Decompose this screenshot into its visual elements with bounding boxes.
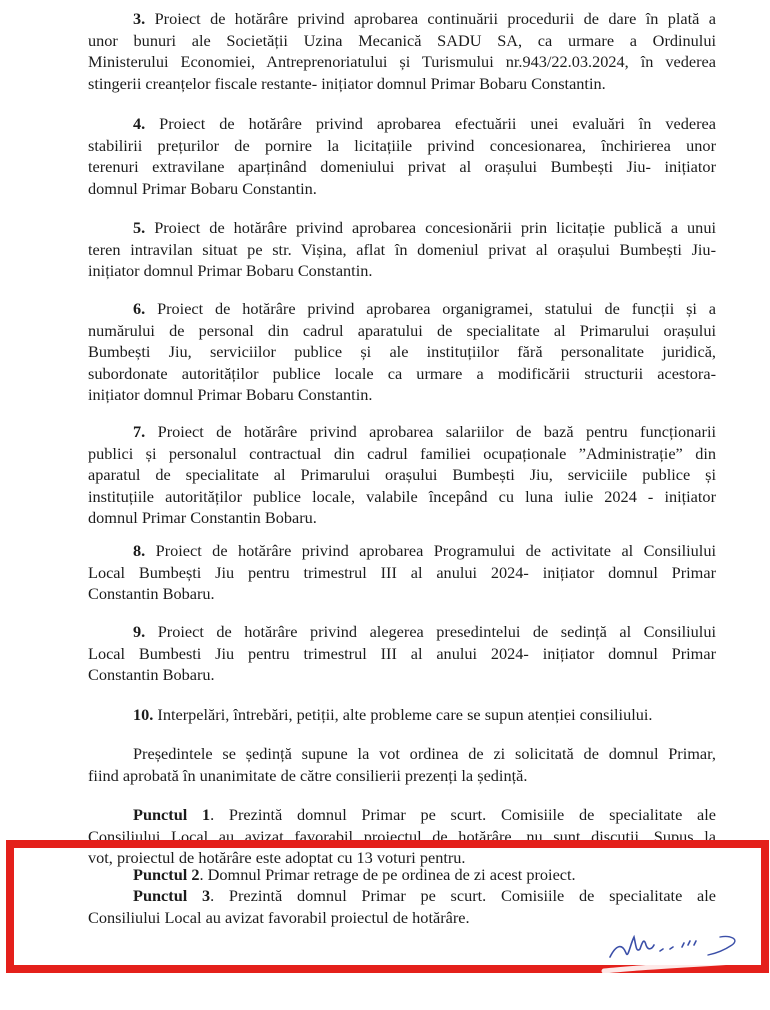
item-text-line: numărului de personal din cadrul aparatului de specialitate al Primarului orașului [88,320,716,340]
item-number: 10. [133,705,154,724]
item-text-line: Proiect de hotărâre privind aprobarea Programului de activitate al Consiliului [145,541,716,560]
item-text-line: domnul Primar Bobaru Constantin. [88,178,317,198]
agenda-item-10 [88,704,716,726]
item-number: 7. [133,422,146,441]
item-text-line: Proiect de hotărâre privind aprobarea continuării procedurii de dare în plată a [145,9,716,28]
item-number: 8. [133,541,146,560]
point-text-line: . Prezintă domnul Primar pe scurt. Comisiile de specialitate ale [210,805,716,824]
item-text-line: Proiect de hotărâre privind aprobarea organigramei, statului de funcții și a [145,299,716,318]
item-text-line: inițiator domnul Primar Bobaru Constantin. [88,385,373,404]
item-text-line: Proiect de hotărâre privind aprobarea concesionării prin licitație publică a unui [145,218,716,237]
item-text-line: Bumbești Jiu, serviciilor publice și ale instituțiilor fără personalitate juridică, [88,342,716,361]
item-text-line: stabilirii prețurilor de pornire la licitațiile privind concesionarea, închirierea unor [88,135,716,155]
president-paragraph [88,743,716,786]
item-text-line: stingerii creanțelor fiscale restante- inițiator domnul Primar Bobaru Constantin. [88,73,606,93]
item-text-line: Local Bumbești Jiu pentru trimestrul III al anului 2024- inițiator domnul Primar [88,562,716,582]
point-text-line: Consiliului Local au avizat favorabil proiectul de hotărâre. [88,907,470,927]
item-text-line: instituțiile autorităților publice locale, valabile începând cu luna iulie 2024 - inițiator [88,486,716,506]
item-number: 4. [133,114,146,133]
item-text-line: terenuri extravilane aparținând domeniului privat al orașului Bumbești Jiu- inițiator [88,157,716,176]
point-label: Punctul 2 [133,865,200,884]
paragraph-line: fiind aprobată în unanimitate de către consilierii prezenți la ședință. [88,765,528,785]
agenda-item-7 [88,421,716,529]
item-text-line: Constantin Bobaru. [88,584,215,603]
item-number: 5. [133,218,146,237]
agenda-item-4 [88,113,716,199]
point-text-line: vot, proiectul de hotărâre este adoptat cu 13 voturi pentru. [88,848,466,867]
item-text-line: aparatul de specialitate al Primarului orașului Bumbești Jiu, serviciile publice și [88,465,716,484]
point-text-line: . Prezintă domnul Primar pe scurt. Comisiile de specialitate ale [210,886,716,905]
item-number: 9. [133,622,146,641]
item-text-line: Proiect de hotărâre privind alegerea presedintelui de sedință al Consiliului [145,622,716,641]
item-text-line: teren intravilan situat pe str. Vișina, aflat în domeniul privat al orașului Bumbești Jiu- [88,239,716,259]
item-text-line: Local Bumbesti Jiu pentru trimestrul III al anului 2024- inițiator domnul Primar [88,643,716,663]
item-text-line: subordonate autorităților publice locale ca urmare a modificării structurii acestora- [88,363,716,383]
agenda-item-3 [88,8,716,94]
item-text-line: Interpelări, întrebări, petiții, alte probleme care se supun atenției consiliului. [153,705,653,724]
item-text-line: Proiect de hotărâre privind aprobarea salariilor de bază pentru funcționarii [145,422,716,441]
paragraph-line: Președintele se ședință supune la vot ordinea de zi solicitată de domnul Primar, [133,744,716,763]
item-text-line: Ministerului Economiei, Antreprenoriatului și Turismului nr.943/22.03.2024, în vederea [88,52,716,71]
agenda-item-8 [88,540,716,605]
point-text-line: . Domnul Primar retrage de pe ordinea de zi acest proiect. [199,865,576,884]
item-number: 3. [133,9,146,28]
item-text-line: unor bunuri ale Societății Uzina Mecanică SADU SA, ca urmare a Ordinului [88,30,716,50]
item-text-line: publici și personalul contractual din cadrul familiei ocupaționale ”Administrație” din [88,443,716,463]
agenda-item-6 [88,298,716,406]
item-text-line: Constantin Bobaru. [88,665,215,684]
item-number: 6. [133,299,146,318]
point-label: Punctul 3 [133,886,211,905]
point-label: Punctul 1 [133,805,211,824]
item-text-line: inițiator domnul Primar Bobaru Constantin. [88,261,373,280]
agenda-item-5 [88,217,716,282]
point-text-line: Consiliului Local au avizat favorabil proiectul de hotărâre, nu sunt discuții. Supus la [88,826,716,846]
signature-scribble [600,915,760,985]
agenda-item-9 [88,621,716,686]
item-text-line: Proiect de hotărâre privind aprobarea efectuării unei evaluări în vederea [145,114,716,133]
item-text-line: domnul Primar Constantin Bobaru. [88,508,317,527]
